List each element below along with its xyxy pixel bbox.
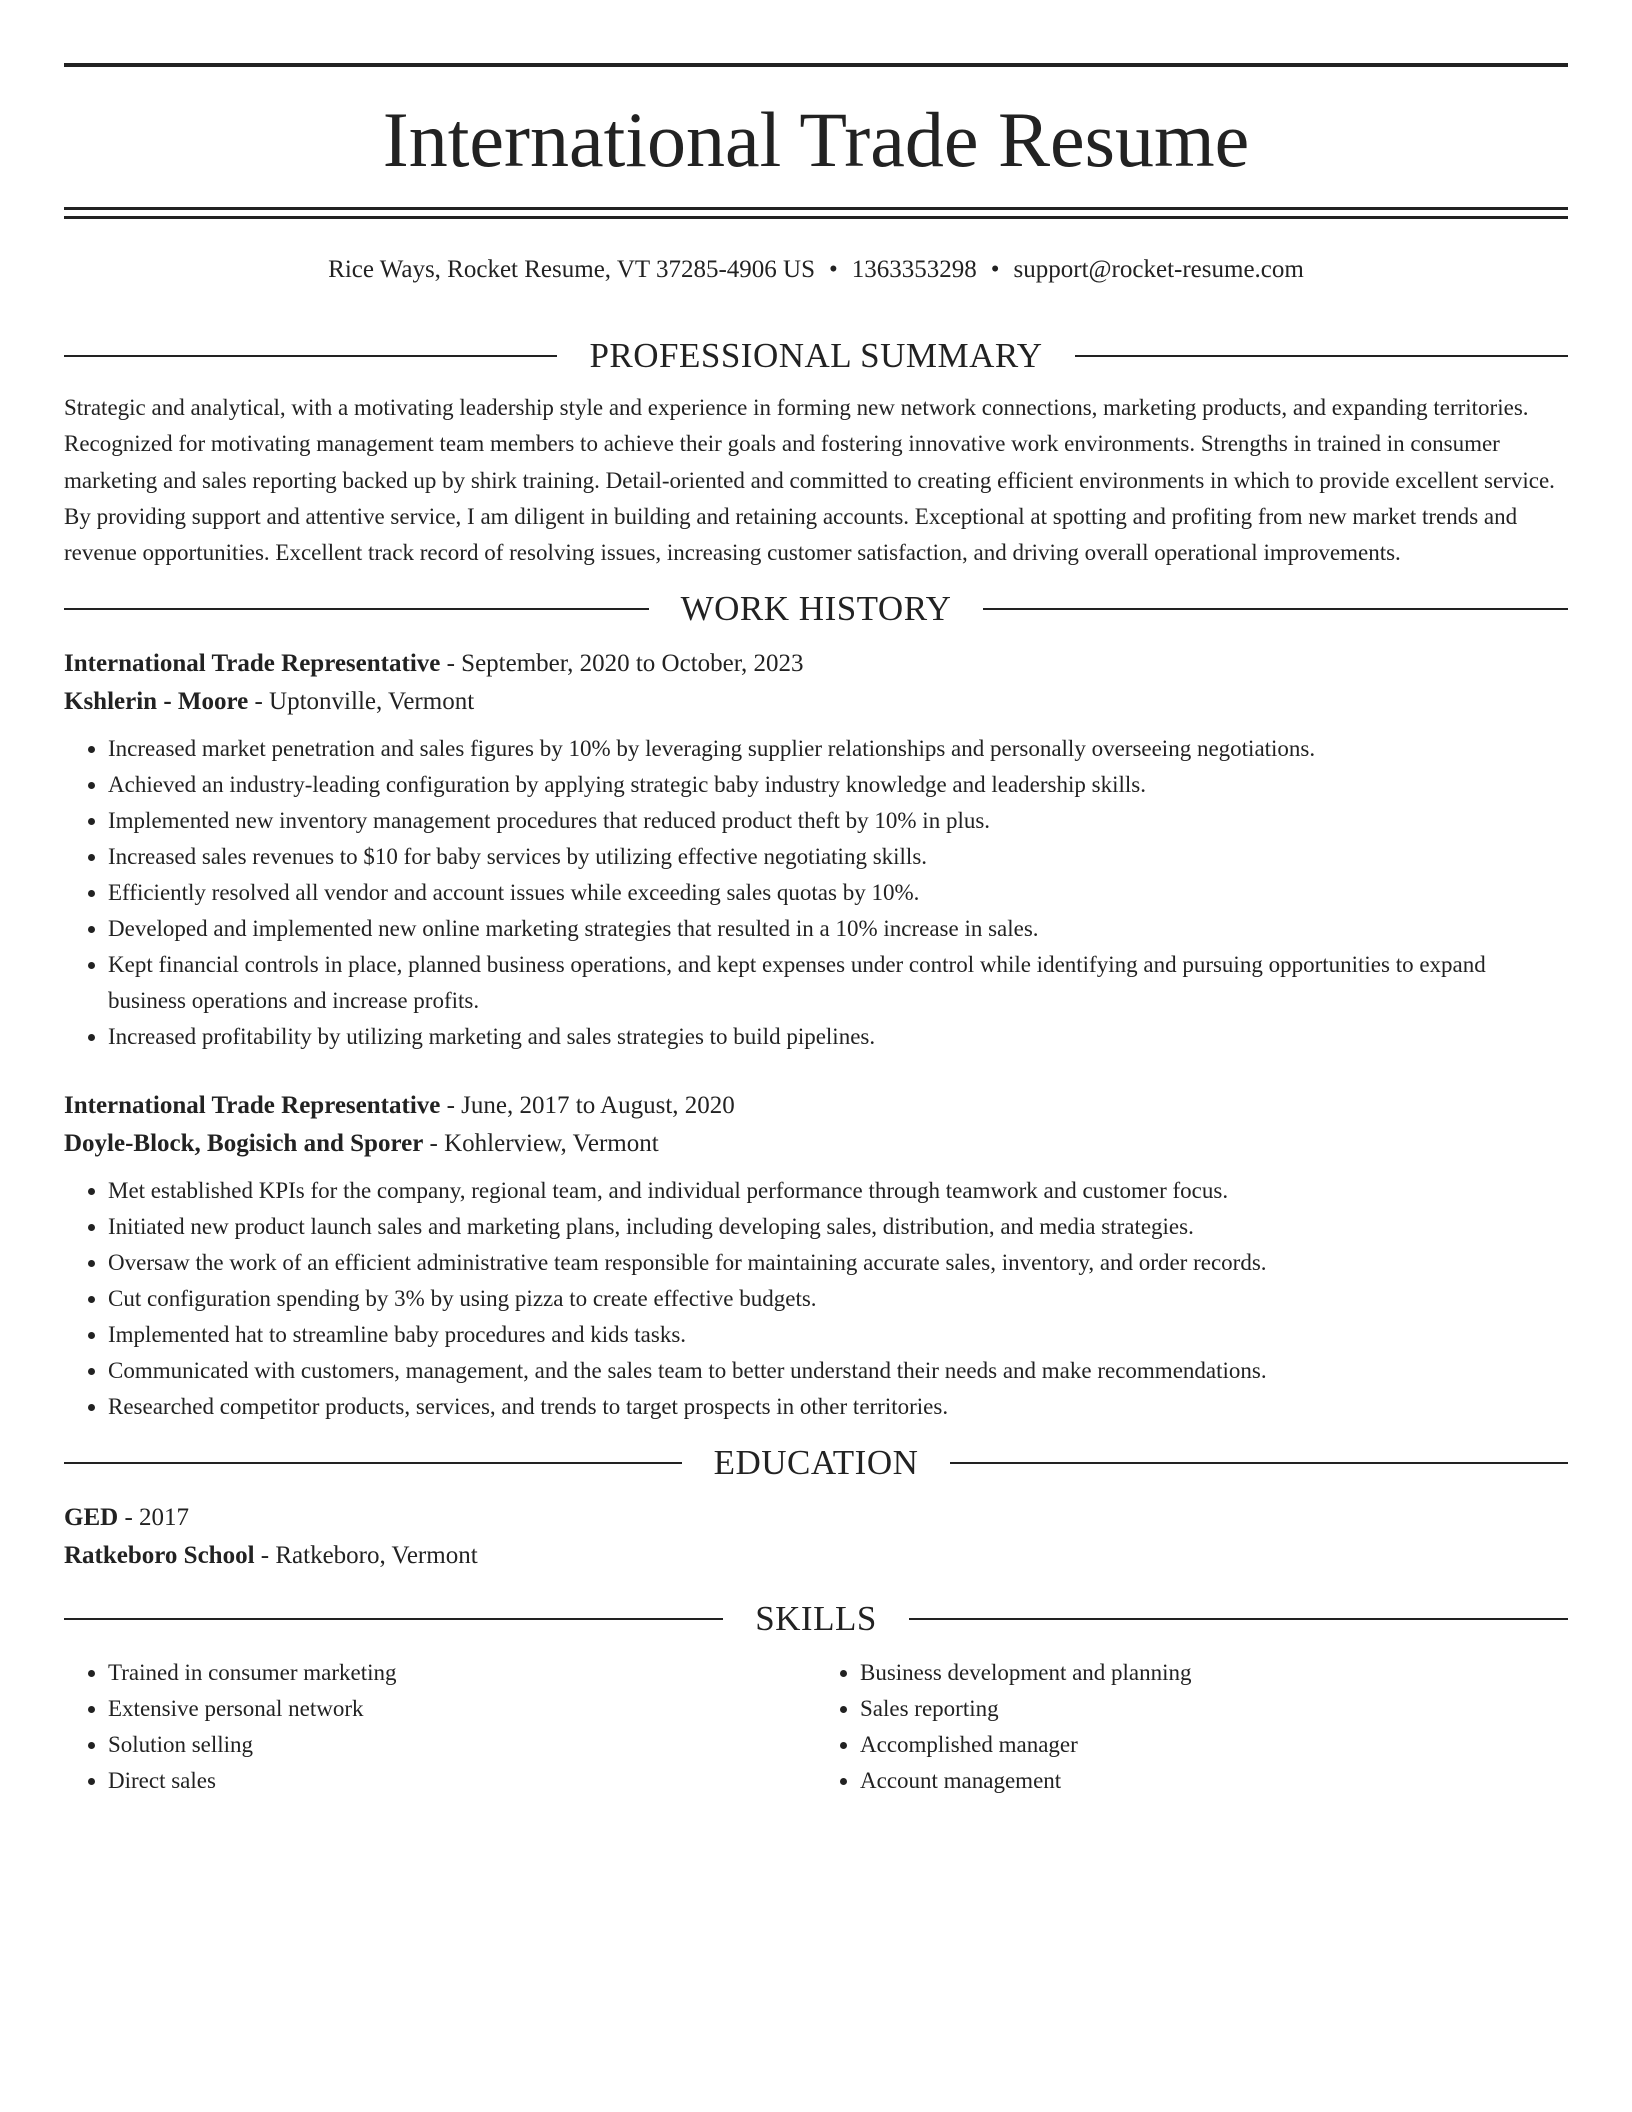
bullet-separator: • xyxy=(990,256,1000,283)
heading-rule-left xyxy=(64,1462,682,1464)
job-company: Doyle-Block, Bogisich and Sporer xyxy=(64,1130,424,1158)
job-title: International Trade Representative xyxy=(64,650,441,678)
education-entry xyxy=(64,1499,1568,1575)
heading-rule-left xyxy=(64,608,649,610)
resume-content xyxy=(64,330,1568,1799)
job-bullets xyxy=(64,731,1568,1055)
education-location: - Ratkeboro, Vermont xyxy=(254,1542,478,1570)
contact-phone: 1363353298 xyxy=(851,256,977,283)
job-bullet: • Initiated new product launch sales and marketing plans, including developing sales, distribution, and media strategies. xyxy=(108,1209,1568,1245)
heading-rule-right xyxy=(1075,355,1568,357)
job-bullet: • Increased profitability by utilizing marketing and sales strategies to build pipelines. xyxy=(108,1019,1568,1055)
job-bullet: • Implemented hat to streamline baby procedures and kids tasks. xyxy=(108,1317,1568,1353)
contact-address: Rice Ways, Rocket Resume, VT 37285-4906 US xyxy=(328,256,815,283)
job-company: Kshlerin - Moore xyxy=(64,688,249,716)
job-dates: - June, 2017 to August, 2020 xyxy=(440,1092,735,1120)
job-company-line xyxy=(64,683,1568,721)
skill-item: • Trained in consumer marketing xyxy=(108,1655,816,1691)
skill-item: • Solution selling xyxy=(108,1727,816,1763)
work-history-heading xyxy=(64,583,1568,635)
heading-rule-right xyxy=(909,1618,1568,1620)
job-bullet: • Oversaw the work of an efficient administrative team responsible for maintaining accurate sales, inventory, and order records. xyxy=(108,1245,1568,1281)
job-bullet: • Increased sales revenues to $10 for baby services by utilizing effective negotiating skills. xyxy=(108,839,1568,875)
job-bullet: • Implemented new inventory management procedures that reduced product theft by 10% in plus. xyxy=(108,803,1568,839)
heading-rule-left xyxy=(64,355,557,357)
heading-rule-right xyxy=(983,608,1568,610)
job-bullet: • Kept financial controls in place, planned business operations, and kept expenses under control while identifying and pursuing opportunities to expand business operations and increase profits. xyxy=(108,947,1568,1019)
education-school: Ratkeboro School xyxy=(64,1542,255,1570)
job-title: International Trade Representative xyxy=(64,1092,441,1120)
job-entry xyxy=(64,1087,1568,1425)
job-bullet: • Efficiently resolved all vendor and account issues while exceeding sales quotas by 10%. xyxy=(108,875,1568,911)
title-double-rule xyxy=(64,207,1568,219)
education-heading xyxy=(64,1437,1568,1489)
education-heading-label: EDUCATION xyxy=(713,1443,919,1483)
skill-item: • Extensive personal network xyxy=(108,1691,816,1727)
job-bullet: • Increased market penetration and sales figures by 10% by leveraging supplier relationships and personally overseeing negotiations. xyxy=(108,731,1568,767)
skills-list xyxy=(64,1655,1568,1799)
summary-heading-label: PROFESSIONAL SUMMARY xyxy=(589,336,1043,375)
skill-item: • Sales reporting xyxy=(860,1691,1568,1727)
skills-heading-label: SKILLS xyxy=(755,1599,877,1639)
job-dates: - September, 2020 to October, 2023 xyxy=(440,650,804,678)
job-bullet: • Met established KPIs for the company, regional team, and individual performance through teamwork and customer focus. xyxy=(108,1173,1568,1209)
job-location: - Uptonville, Vermont xyxy=(248,688,475,716)
contact-line xyxy=(64,254,1568,286)
skill-item: • Direct sales xyxy=(108,1763,816,1799)
bullet-separator: • xyxy=(829,256,838,283)
work-history-heading-label: WORK HISTORY xyxy=(680,589,952,629)
job-bullet: • Cut configuration spending by 3% by using pizza to create effective budgets. xyxy=(108,1281,1568,1317)
job-title-line xyxy=(64,1087,1568,1125)
job-bullets xyxy=(64,1173,1568,1425)
education-degree-line xyxy=(64,1499,1568,1537)
job-bullet: • Achieved an industry-leading configuration by applying strategic baby industry knowledge and leadership skills. xyxy=(108,767,1568,803)
top-rule xyxy=(64,63,1568,67)
education-year: - 2017 xyxy=(118,1504,190,1532)
heading-rule-left xyxy=(64,1618,723,1620)
skill-item: • Account management xyxy=(860,1763,1568,1799)
job-bullet: • Communicated with customers, management, and the sales team to better understand their needs and make recommendations. xyxy=(108,1353,1568,1389)
job-location: - Kohlerview, Vermont xyxy=(423,1130,659,1158)
skills-heading xyxy=(64,1593,1568,1645)
skills-column-left xyxy=(64,1655,816,1799)
contact-email: support@rocket-resume.com xyxy=(1013,256,1304,283)
heading-rule-right xyxy=(950,1462,1568,1464)
resume-title: International Trade Resume xyxy=(382,96,1250,183)
summary-heading xyxy=(64,330,1568,382)
skill-item: • Business development and planning xyxy=(860,1655,1568,1691)
skills-column-right xyxy=(816,1655,1568,1799)
job-bullet: • Researched competitor products, services, and trends to target prospects in other territories. xyxy=(108,1389,1568,1425)
education-degree: GED xyxy=(64,1504,119,1532)
skill-item: • Accomplished manager xyxy=(860,1727,1568,1763)
job-entry xyxy=(64,645,1568,1055)
education-school-line xyxy=(64,1537,1568,1575)
job-company-line xyxy=(64,1125,1568,1163)
job-title-line xyxy=(64,645,1568,683)
summary-text: Strategic and analytical, with a motivating leadership style and experience in forming new network connections, marketing products, and expanding territories. Recognized for motivating management team members to achieve their goals and fostering innovative work environments. Strengths in trained in consumer marketing and sales reporting backed up by shirk training. Detail-oriented and committed to creating efficient environments in which to provide excellent service. By providing support and attentive service, I am diligent in building and retaining accounts. Exceptional at spotting and profiting from new market trends and revenue opportunities. Excellent track record of resolving issues, increasing customer satisfaction, and driving overall operational improvements. xyxy=(64,395,1555,566)
job-bullet: • Developed and implemented new online marketing strategies that resulted in a 10% increase in sales. xyxy=(108,911,1568,947)
